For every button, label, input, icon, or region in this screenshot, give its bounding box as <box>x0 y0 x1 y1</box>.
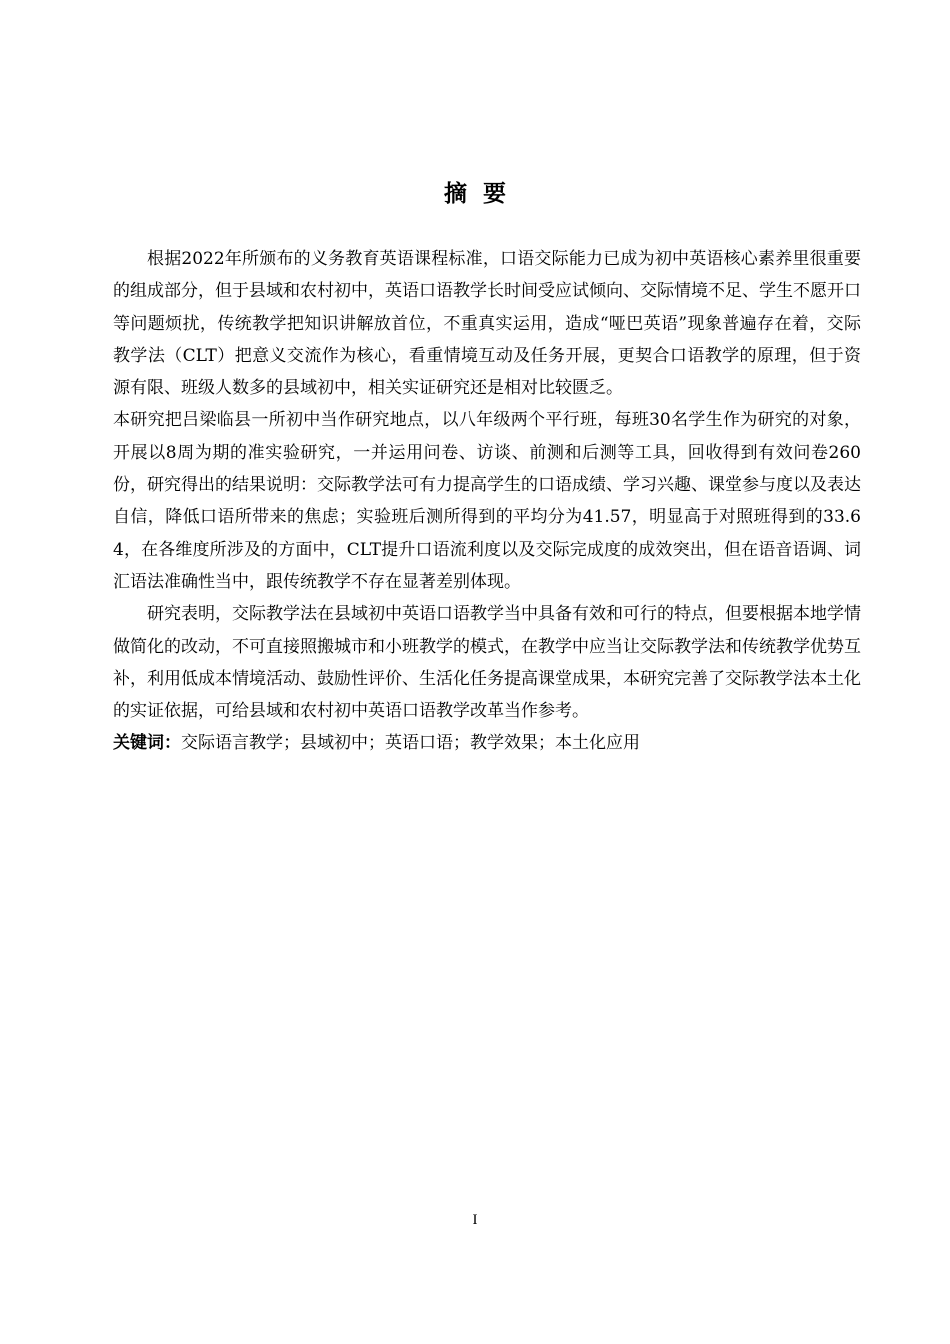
keywords-label: 关键词： <box>113 733 181 754</box>
page-number: I <box>472 1212 478 1228</box>
abstract-paragraph-2: 本研究把吕梁临县一所初中当作研究地点，以八年级两个平行班，每班30名学生作为研究的对象，开展以8周为期的准实验研究，一并运用问卷、访谈、前测和后测等工具，回收得到有效问卷260份，研究得出的结果说明：交际教学法可有力提高学生的口语成绩、学习兴趣、课堂参与度以及表达自信，降低口语所带来的焦虑；实验班后测所得到的平均分为41.57，明显高于对照班得到的33.64，在各维度所涉及的方面中，CLT提升口语流利度以及交际完成度的成效突出，但在语音语调、词汇语法准确性当中，跟传统教学不存在显著差别体现。 <box>113 410 861 592</box>
abstract-title: 摘 要 <box>443 181 506 207</box>
abstract-paragraph-3: 研究表明，交际教学法在县域初中英语口语教学当中具备有效和可行的特点，但要根据本地学情做简化的改动，不可直接照搬城市和小班教学的模式，在教学中应当让交际教学法和传统教学优势互补，利用低成本情境活动、鼓励性评价、生活化任务提高课堂成果，本研究完善了交际教学法本土化的实证依据，可给县域和农村初中英语口语教学改革当作参考。 <box>113 604 861 722</box>
keywords-text: 交际语言教学；县域初中；英语口语；教学效果；本土化应用 <box>181 733 640 754</box>
keywords-line <box>113 727 861 759</box>
abstract-paragraph-1: 根据2022年所颁布的义务教育英语课程标准，口语交际能力已成为初中英语核心素养里很重要的组成部分，但于县域和农村初中，英语口语教学长时间受应试倾向、交际情境不足、学生不愿开口等问题烦扰，传统教学把知识讲解放首位，不重真实运用，造成“哑巴英语”现象普遍存在着，交际教学法（CLT）把意义交流作为核心，看重情境互动及任务开展，更契合口语教学的原理，但于资源有限、班级人数多的县域初中，相关实证研究还是相对比较匮乏。 <box>113 249 861 399</box>
abstract-body <box>113 243 861 760</box>
